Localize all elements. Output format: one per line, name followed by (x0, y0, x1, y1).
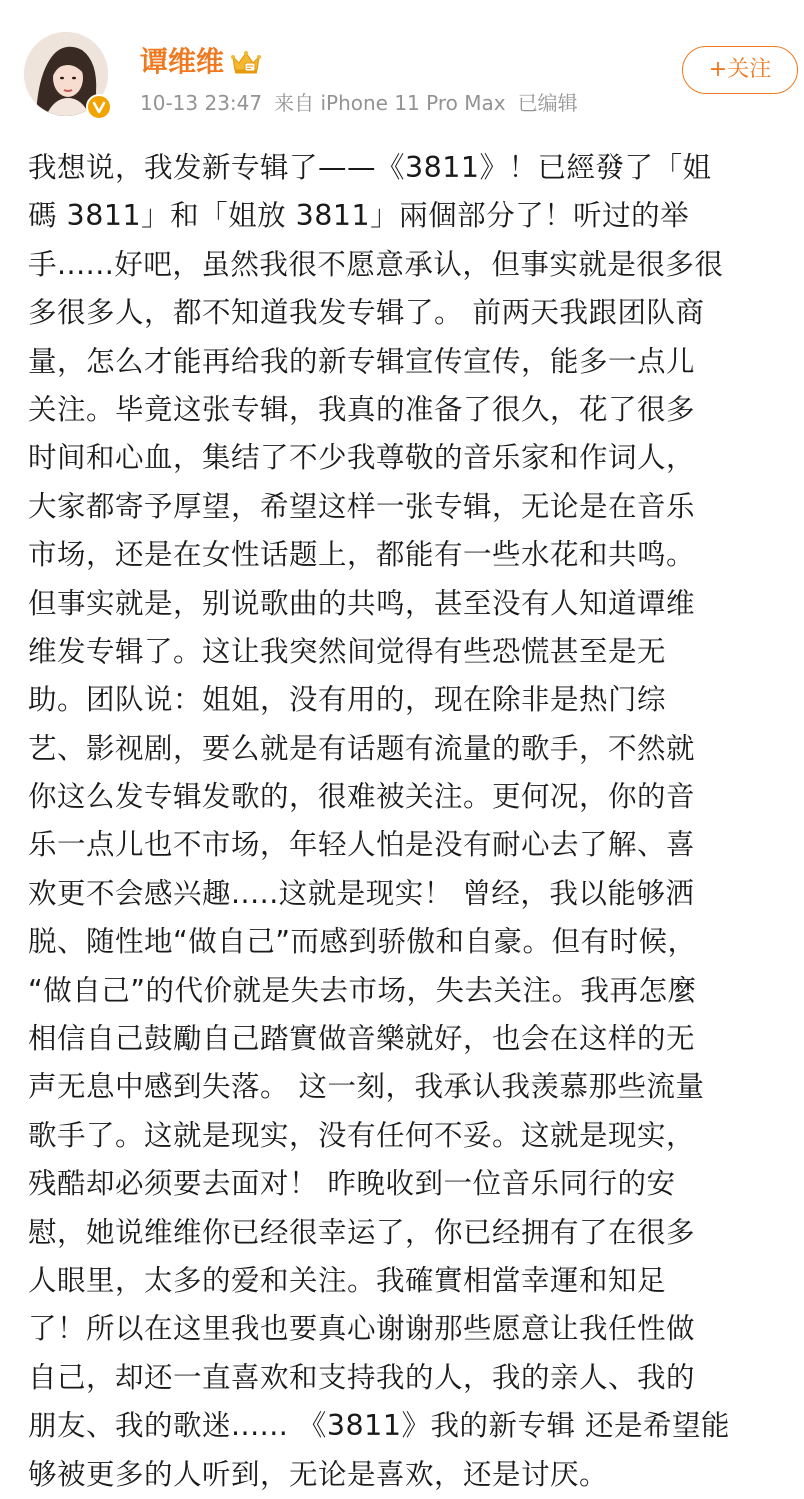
text-line: 残酷却必须要去面对！ 昨晚收到一位音乐同行的安 (28, 1167, 676, 1201)
text-line: 相信自己鼓勵自己踏實做音樂就好，也会在这样的无 (28, 1022, 696, 1056)
text-line: 量，怎么才能再给我的新专辑宣传宣传，能多一点儿 (28, 344, 696, 378)
text-line: 大家都寄予厚望，希望这样一张专辑，无论是在音乐 (28, 489, 696, 523)
text-line: 人眼里，太多的爱和关注。我確實相當幸運和知足 (28, 1263, 667, 1297)
post-source: 来自 iPhone 11 Pro Max (274, 91, 506, 115)
text-line: 乐一点儿也不市场，年轻人怕是没有耐心去了解、喜 (28, 828, 696, 862)
text-line: 多很多人，都不知道我发专辑了。 前两天我跟团队商 (28, 296, 705, 330)
text-line: 歌手了。这就是现实，没有任何不妥。这就是现实， (28, 1118, 696, 1152)
text-line: 你这么发专辑发歌的，很难被关注。更何况，你的音 (28, 780, 696, 814)
post-text (28, 144, 798, 1499)
text-line: 市场，还是在女性话题上，都能有一些水花和共鸣。 (28, 538, 696, 572)
text-line: 慰，她说维维你已经很幸运了，你已经拥有了在很多 (28, 1215, 696, 1249)
verified-v-icon (88, 96, 110, 118)
text-line: 欢更不会感兴趣.....这就是现实！ 曾经，我以能够洒 (28, 876, 695, 910)
text-line: 朋友、我的歌迷...... 《3811》我的新专辑 还是希望能 (28, 1409, 731, 1443)
follow-button[interactable]: +关注 (682, 46, 798, 94)
post-time: 10-13 23:47 (140, 91, 263, 115)
text-line: 碼 3811」和「姐放 3811」兩個部分了！听过的举 (28, 199, 690, 233)
text-line: 助。团队说：姐姐，没有用的，现在除非是热门综 (28, 683, 667, 717)
crown-icon[interactable] (230, 48, 262, 76)
text-line: 我想说，我发新专辑了——《3811》！已經發了「姐 (28, 151, 712, 184)
text-line: 时间和心血，集结了不少我尊敬的音乐家和作词人， (28, 441, 696, 475)
post-meta (140, 88, 590, 118)
text-line: 自己，却还一直喜欢和支持我的人，我的亲人、我的 (28, 1360, 696, 1394)
text-line: 声无息中感到失落。 这一刻，我承认我羡慕那些流量 (28, 1070, 705, 1104)
text-line: 了！所以在这里我也要真心谢谢那些愿意让我任性做 (28, 1312, 696, 1346)
edited-label[interactable]: 已编辑 (517, 91, 578, 115)
text-line: 脱、随性地“做自己”而感到骄傲和自豪。但有时候， (28, 925, 697, 959)
verified-badge (86, 94, 112, 120)
text-line: 够被更多的人听到，无论是喜欢，还是讨厌。 (28, 1457, 609, 1491)
text-line: 但事实就是，别说歌曲的共鸣，甚至没有人知道谭维 (28, 586, 696, 620)
text-line: 维发专辑了。这让我突然间觉得有些恐慌甚至是无 (28, 634, 667, 668)
text-line: “做自己”的代价就是失去市场，失去关注。我再怎麼 (28, 973, 697, 1007)
text-line: 手......好吧，虽然我很不愿意承认，但事实就是很多很 (28, 247, 724, 281)
post-header (0, 0, 804, 130)
text-line: 关注。毕竟这张专辑，我真的准备了很久，花了很多 (28, 392, 696, 426)
text-line: 艺、影视剧，要么就是有话题有流量的歌手，不然就 (28, 731, 696, 765)
author-row (140, 42, 262, 82)
author-name[interactable]: 谭维维 (140, 45, 225, 78)
